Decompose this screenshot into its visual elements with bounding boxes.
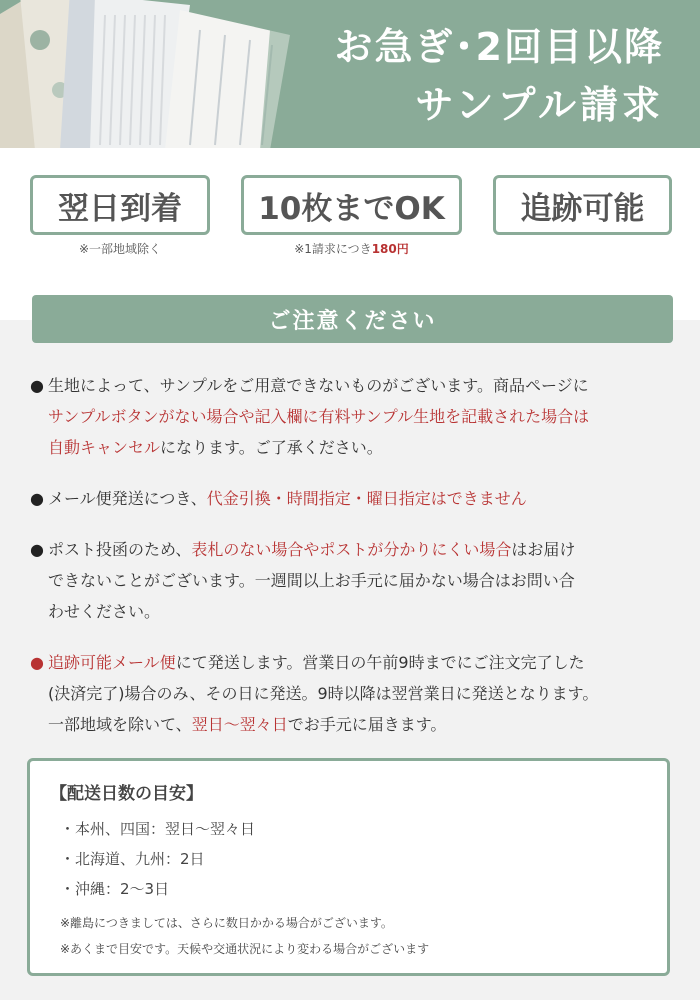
badge-ten-items-price: 180円 (371, 242, 409, 256)
bullet-icon: ● (30, 376, 44, 395)
note-text: になります。ご了承ください。 (160, 438, 383, 457)
note-text: 生地によって、サンプルをご用意できないものがございます。商品ページに (48, 376, 589, 395)
badge-ten-items-note-text: ※1請求につき (294, 242, 372, 256)
note-text: わせください。 (48, 602, 161, 621)
badge-ten-items-label: 10枚までOK (258, 190, 445, 227)
note-text: できないことがございます。一週間以上お手元に届かない場合はお問い合 (48, 571, 575, 590)
fabric-swatches-image (0, 0, 330, 148)
badge-next-day-note: ※一部地域除く (78, 242, 162, 256)
caution-heading-text: ご注意ください (268, 308, 437, 334)
note-text: 一部地域を除いて、 (48, 715, 192, 734)
note-highlight: 代金引換・時間指定・曜日指定はできません (206, 489, 527, 508)
note-highlight: 追跡可能メール便 (48, 653, 176, 672)
note-text: でお手元に届きます。 (287, 715, 447, 734)
note-text: (決済完了)場合のみ、その日に発送。9時以降は翌営業日に発送となります。 (48, 684, 599, 703)
badge-trackable (493, 175, 672, 235)
bullet-icon: ● (30, 653, 44, 672)
badge-next-day-label: 翌日到着 (58, 190, 182, 227)
delivery-note: ※離島につきましては、さらに数日かかる場合がございます。 (60, 916, 393, 930)
note-item (30, 647, 675, 740)
delivery-note: ※あくまで目安です。天候や交通状況により変わる場合がございます (60, 942, 430, 956)
note-highlight: 表札のない場合やポストが分かりにくい場合 (191, 540, 512, 559)
note-text: にて発送します。営業日の午前9時までにご注文完了した (175, 653, 585, 672)
note-highlight: サンプルボタンがない場合や記入欄に有料サンプル生地を記載された場合は (48, 407, 590, 426)
header-banner (0, 0, 700, 148)
note-item (30, 370, 675, 463)
caution-heading (32, 295, 673, 343)
note-highlight: 自動キャンセル (48, 438, 161, 457)
delivery-item: ・沖縄：2～3日 (60, 880, 170, 898)
delivery-item: ・本州、四国：翌日～翌々日 (60, 820, 256, 838)
badge-ten-items-note (241, 240, 462, 257)
badge-trackable-label: 追跡可能 (520, 190, 645, 227)
note-item (30, 534, 675, 627)
delivery-item: ・北海道、九州：2日 (60, 850, 205, 868)
bullet-icon: ● (30, 489, 44, 508)
header-title (335, 18, 664, 134)
note-highlight: 翌日～翌々日 (191, 715, 288, 734)
delivery-title: 【配送日数の目安】 (50, 784, 203, 804)
note-text: メール便発送につき、 (48, 489, 207, 508)
notes-list (30, 370, 675, 760)
header-title-line2: サンプル請求 (415, 83, 664, 127)
badge-ten-items (241, 175, 462, 235)
note-item (30, 483, 675, 514)
note-text: はお届け (511, 540, 576, 559)
delivery-estimate-box (27, 758, 670, 976)
badge-next-day (30, 175, 210, 235)
header-title-line1: お急ぎ･2回目以降 (334, 25, 664, 69)
bullet-icon: ● (30, 540, 44, 559)
note-text: ポスト投函のため、 (48, 540, 192, 559)
